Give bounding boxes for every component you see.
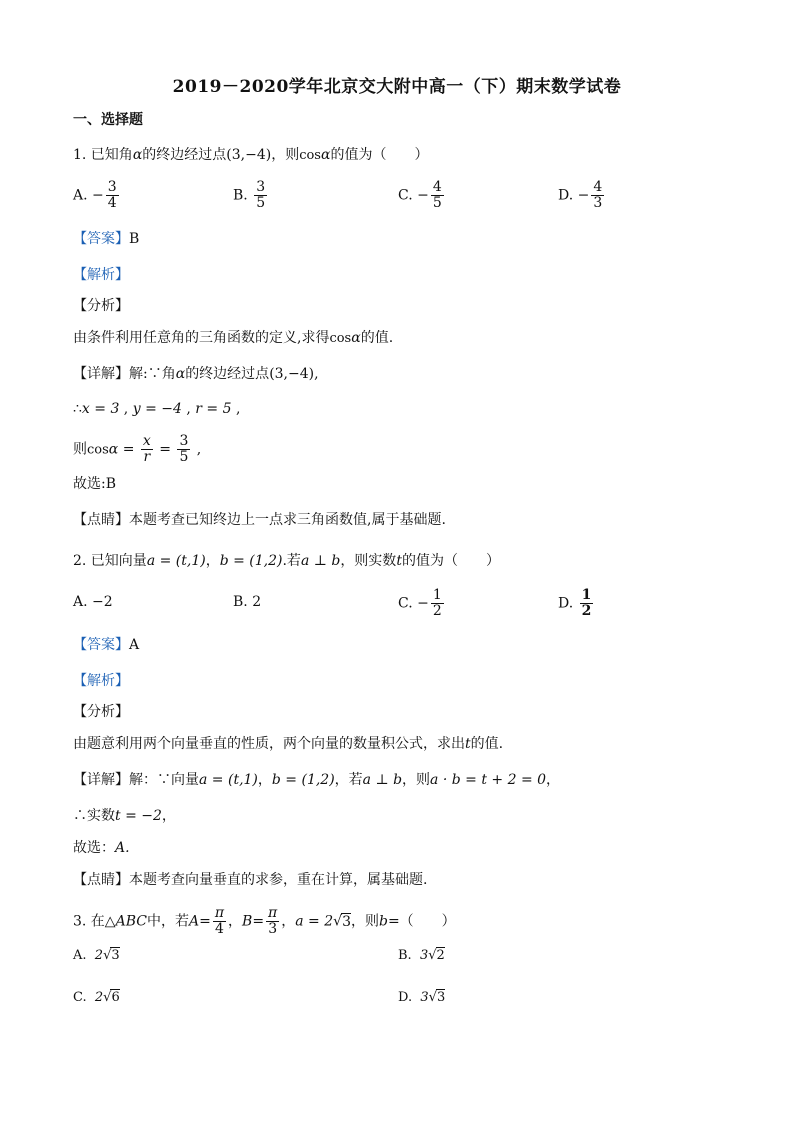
comma: ,	[192, 441, 202, 458]
option-coef: 2	[94, 948, 104, 963]
denominator: 5	[432, 195, 442, 211]
alpha-symbol: α	[175, 366, 186, 382]
comma: ,	[119, 401, 133, 417]
fraction	[591, 180, 604, 211]
q1-option-d	[558, 180, 606, 211]
q2-stem-b: .若	[282, 553, 301, 569]
option-sign: −	[417, 187, 429, 204]
xiangjie-label: 【详解】	[73, 366, 129, 382]
equals: =	[154, 441, 176, 458]
numerator: π	[214, 905, 225, 921]
comma: ，	[228, 913, 243, 930]
option-letter: A.	[73, 948, 87, 963]
numerator: 4	[432, 179, 442, 195]
comma: ，	[161, 808, 176, 824]
therefore-text: ∴实数	[73, 808, 115, 824]
comma: ，	[546, 772, 561, 788]
q1-point: (3,−4)	[226, 147, 272, 163]
fenxi-text-b: 的值.	[360, 330, 394, 346]
sqrt-sign: √	[103, 990, 112, 1005]
ze-text: 则	[73, 441, 87, 458]
q2-xiangjie-line1	[73, 770, 560, 790]
q1-option-b	[233, 180, 269, 211]
q2-fenxi-label: 【分析】	[73, 704, 129, 720]
fraction	[580, 588, 594, 619]
xiangjie-text-a: 解:∵角	[129, 366, 176, 382]
y-equals: y = −4	[132, 401, 182, 417]
t-variable: t	[465, 736, 471, 752]
option-letter: B.	[398, 948, 412, 963]
perp-condition: a ⊥ b	[300, 553, 341, 569]
denominator: r	[143, 449, 151, 465]
xiangjie-text-c: ，则	[402, 772, 431, 788]
denominator: 4	[107, 195, 117, 211]
cos-text: cos	[329, 331, 352, 346]
dianjing-label: 【点睛】	[73, 512, 129, 528]
q2-choose	[73, 838, 130, 858]
option-letter: D.	[558, 187, 574, 204]
q3-option-d	[398, 988, 445, 1008]
q3-stem-d: =（ ）	[387, 913, 456, 930]
sqrt-radicand: 3	[342, 913, 351, 930]
q3-stem-b: 中，若	[146, 913, 189, 930]
sqrt-sign: √	[333, 913, 343, 930]
alpha-symbol: α	[351, 330, 361, 346]
option-value: 2	[252, 594, 262, 610]
option-letter: C.	[398, 595, 413, 612]
vector-b: b = (1,2)	[271, 772, 335, 788]
numerator: 1	[432, 587, 442, 603]
denominator: 5	[256, 195, 266, 211]
q1-fenxi-label: 【分析】	[73, 298, 129, 314]
fraction	[431, 180, 444, 211]
option-letter: B.	[233, 187, 248, 204]
numerator: 3	[107, 179, 117, 195]
fenxi-text-a: 由条件利用任意角的三角函数的定义,求得	[73, 330, 330, 346]
alpha-symbol: α	[132, 147, 143, 163]
q2-option-d	[558, 588, 595, 619]
comma: ，	[281, 913, 296, 930]
cos-text: cos	[87, 442, 109, 458]
alpha-symbol: α	[108, 441, 119, 458]
sqrt-radicand: 3	[436, 990, 446, 1005]
fraction	[106, 180, 119, 211]
choose-text: 故选：	[73, 840, 115, 856]
xiangjie-text-a: 解：∵向量	[129, 772, 199, 788]
q1-option-a	[73, 180, 121, 211]
q1-stem-b: 的终边经过点	[142, 147, 227, 163]
option-sign: −	[417, 595, 429, 612]
q2-answer	[73, 635, 139, 655]
option-value: −2	[92, 594, 113, 610]
xiangjie-label: 【详解】	[73, 772, 129, 788]
xiangjie-text-b: 的终边经过点	[185, 366, 270, 382]
question-1-stem	[73, 145, 428, 166]
denominator: 2	[581, 603, 592, 619]
q3-stem-c: ，则	[350, 913, 379, 930]
q1-dianjing	[73, 510, 446, 530]
q2-option-c	[398, 588, 446, 619]
fenxi-text-b: 的值.	[470, 736, 504, 752]
q3-option-b	[398, 946, 445, 966]
option-sign: −	[577, 187, 590, 204]
q1-stem-a: 1. 已知角	[73, 147, 133, 163]
option-letter: C.	[398, 187, 413, 204]
q1-fenxi-text	[73, 328, 393, 349]
fenxi-text-a: 由题意利用两个向量垂直的性质，两个向量的数量积公式，求出	[73, 736, 465, 752]
dianjing-label: 【点睛】	[73, 872, 129, 888]
comma: ,	[231, 401, 241, 417]
sqrt-sign: √	[428, 990, 437, 1005]
q2-jiexi-label: 【解析】	[73, 673, 129, 689]
numerator: π	[268, 905, 278, 921]
therefore-symbol: ∴	[73, 401, 82, 417]
sqrt-radicand: 3	[111, 948, 120, 963]
perp-condition: a ⊥ b	[362, 772, 403, 788]
angle-a: A	[188, 913, 200, 930]
vector-a: a = (t,1)	[199, 772, 258, 788]
x-equals: x = 3	[81, 401, 120, 417]
sqrt-sign: √	[103, 948, 112, 963]
q2-option-b	[233, 592, 261, 612]
q2-option-a	[73, 592, 113, 612]
q3-stem-a: 3. 在△	[73, 913, 116, 930]
q1-stem-c: ，则	[271, 147, 300, 163]
equals: =	[118, 441, 139, 458]
q1-point: (3,−4)	[269, 366, 315, 382]
choose-value: A.	[115, 840, 130, 856]
option-letter: B.	[233, 594, 248, 610]
option-coef: 3	[419, 948, 429, 963]
dianjing-text: 本题考查向量垂直的求参，重在计算，属基础题.	[129, 872, 428, 888]
numerator: 1	[581, 587, 592, 603]
fraction	[431, 588, 444, 619]
denominator: 2	[432, 603, 442, 619]
q1-option-c	[398, 180, 446, 211]
numerator: x	[142, 433, 151, 449]
numerator: 4	[593, 179, 603, 195]
q2-dianjing	[73, 870, 427, 890]
page-title: 2019－2020学年北京交大附中高一（下）期末数学试卷	[172, 77, 622, 97]
t-variable: t	[396, 553, 402, 569]
q1-xiangjie-line2	[73, 399, 240, 419]
answer-label: 【答案】	[73, 637, 129, 653]
fraction-3-over-5	[177, 434, 190, 465]
option-coef: 2	[94, 990, 104, 1005]
q1-xiangjie-line1	[73, 364, 319, 384]
option-letter: A.	[73, 594, 88, 610]
option-letter: D.	[558, 595, 574, 612]
q1-choose: 故选:B	[73, 476, 117, 492]
q3-option-a	[73, 946, 120, 966]
q2-xiangjie-line2	[73, 806, 176, 826]
q1-jiexi-label: 【解析】	[73, 267, 129, 283]
option-coef: 3	[420, 990, 429, 1005]
fraction-pi-over-3	[266, 906, 279, 937]
sqrt-radicand: 6	[111, 990, 120, 1005]
option-sign: −	[92, 187, 104, 204]
dianjing-text: 本题考查已知终边上一点求三角函数值,属于基础题.	[129, 512, 446, 528]
side-b: b	[378, 913, 388, 930]
t-equals: t = −2	[115, 808, 162, 824]
fraction-pi-over-4	[213, 906, 226, 937]
section-heading: 一、选择题	[73, 112, 143, 128]
q2-stem-d: 的值为（ ）	[401, 553, 500, 569]
separator: ，	[257, 772, 272, 788]
q3-option-c	[73, 988, 120, 1008]
fraction	[254, 180, 267, 211]
denominator: 4	[214, 921, 224, 937]
sqrt-radicand: 2	[436, 948, 445, 963]
alpha-symbol: α	[320, 147, 331, 163]
option-letter: D.	[398, 990, 413, 1005]
separator: ，	[205, 553, 220, 569]
question-3-stem	[73, 906, 456, 937]
q2-stem-a: 2. 已知向量	[73, 553, 147, 569]
q1-stem-d: 的值为（ ）	[330, 147, 429, 163]
question-2-stem	[73, 551, 500, 571]
q1-xiangjie-line3	[73, 434, 201, 465]
side-a-value: a = 2	[295, 913, 334, 930]
sqrt-sign: √	[428, 948, 437, 963]
xiangjie-text-c: ,	[314, 366, 319, 382]
denominator: 3	[593, 195, 603, 211]
answer-label: 【答案】	[73, 231, 129, 247]
triangle-abc: ABC	[115, 913, 147, 930]
equals: =	[252, 913, 265, 930]
numerator: 3	[179, 433, 189, 449]
equals: =	[199, 913, 211, 930]
dot-product: a · b = t + 2 = 0	[430, 772, 547, 788]
fraction-x-over-r	[141, 434, 153, 465]
q2-stem-c: ，则实数	[340, 553, 397, 569]
cos-text: cos	[299, 148, 321, 163]
answer-value: A	[129, 637, 140, 653]
comma: ,	[181, 401, 196, 417]
vector-a: a = (t,1)	[146, 553, 206, 569]
q2-fenxi-text	[73, 734, 503, 754]
option-letter: A.	[73, 187, 88, 204]
numerator: 3	[256, 179, 266, 195]
vector-b: b = (1,2)	[219, 553, 283, 569]
q1-answer	[73, 229, 139, 249]
answer-value: B	[129, 231, 140, 247]
angle-b: B	[242, 913, 253, 930]
option-letter: C.	[73, 990, 87, 1005]
r-equals: r = 5	[195, 401, 232, 417]
denominator: 3	[268, 921, 278, 937]
denominator: 5	[179, 449, 189, 465]
xiangjie-text-b: ，若	[334, 772, 363, 788]
